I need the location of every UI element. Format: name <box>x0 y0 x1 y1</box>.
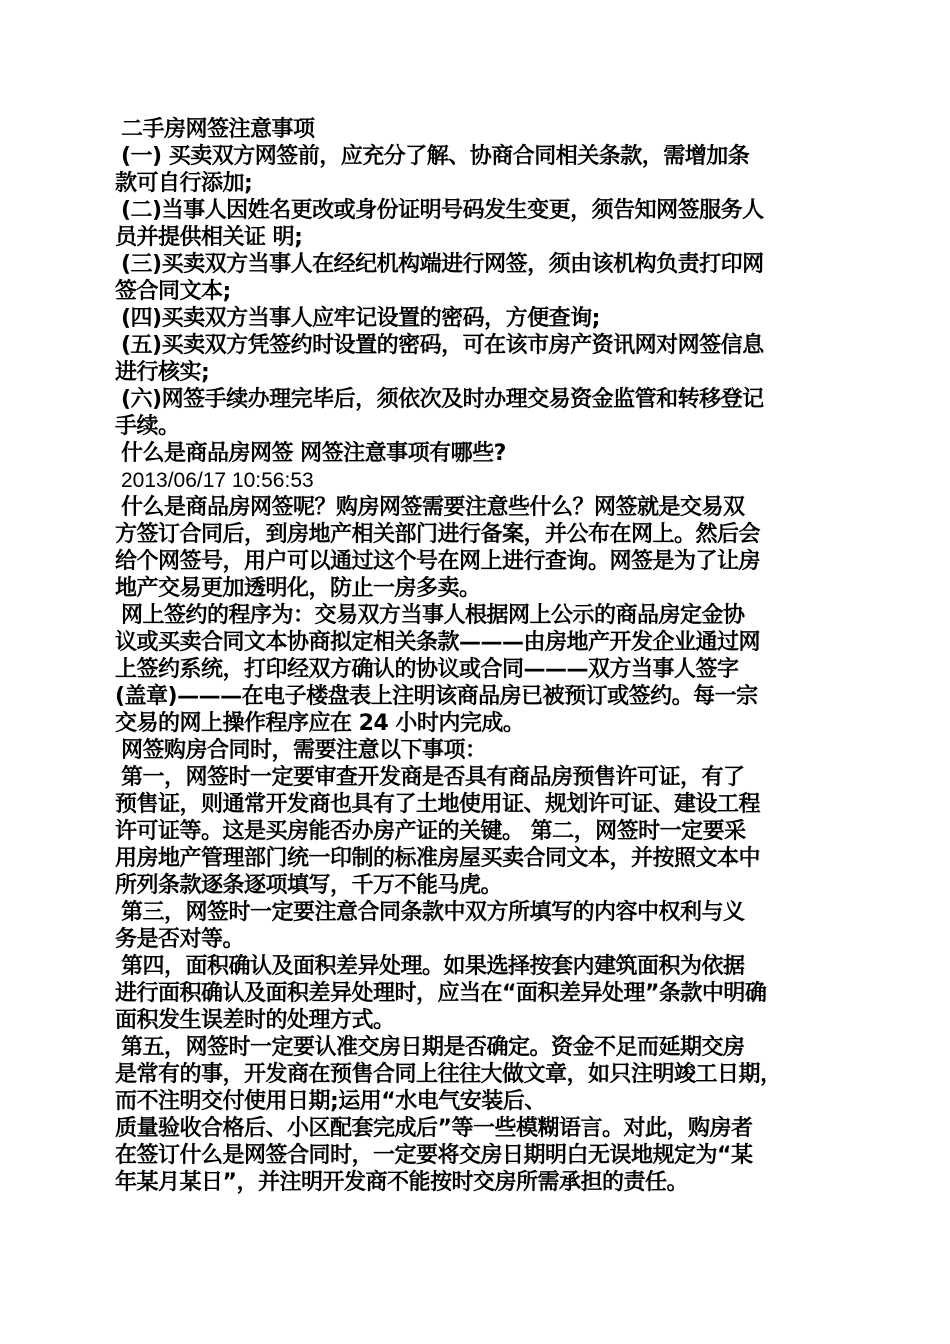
text-line: 第一，网签时一定要审查开发商是否具有商品房预售许可证，有了 <box>121 765 745 790</box>
text-line: 上签约系统，打印经双方确认的协议或合同———双方当事人签字 <box>115 657 739 682</box>
text-line: 在签订什么是网签合同时，一定要将交房日期明白无误地规定为“某 <box>115 1143 753 1168</box>
text-line: 所列条款逐条逐项填写，千万不能马虎。 <box>115 873 503 898</box>
text-line: 方签订合同后，到房地产相关部门进行备案，并公布在网上。然后会 <box>115 522 761 547</box>
text-line: 网上签约的程序为：交易双方当事人根据网上公示的商品房定金协 <box>121 603 745 628</box>
text-line: 务是否对等。 <box>115 927 245 952</box>
text-line: 质量验收合格后、小区配套完成后”等一些模糊语言。对此，购房者 <box>115 1116 753 1141</box>
text-line: 第四，面积确认及面积差异处理。如果选择按套内建筑面积为依据 <box>121 954 745 979</box>
text-line: (五)买卖双方凭签约时设置的密码，可在该市房产资讯网对网签信息 <box>121 333 764 358</box>
text-line: 许可证等。这是买房能否办房产证的关键。 第二，网签时一定要采 <box>115 819 746 844</box>
text-line: 年某月某日”，并注明开发商不能按时交房所需承担的责任。 <box>115 1170 688 1195</box>
section-heading: 什么是商品房网签 网签注意事项有哪些? <box>121 441 506 466</box>
text-line: 交易的网上操作程序应在 24 小时内完成。 <box>115 711 525 736</box>
text-line: 进行面积确认及面积差异处理时，应当在“面积差异处理”条款中明确 <box>115 981 767 1006</box>
text-line: 预售证，则通常开发商也具有了土地使用证、规划许可证、建设工程 <box>115 792 761 817</box>
text-line: 第五，网签时一定要认准交房日期是否确定。资金不足而延期交房 <box>121 1035 745 1060</box>
text-line: (三)买卖双方当事人在经纪机构端进行网签，须由该机构负责打印网 <box>121 252 764 277</box>
text-line: 议或买卖合同文本协商拟定相关条款———由房地产开发企业通过网 <box>115 630 761 655</box>
text-line: (六)网签手续办理完毕后，须依次及时办理交易资金监管和转移登记 <box>121 387 764 412</box>
timestamp: 2013/06/17 10:56:53 <box>121 469 314 492</box>
text-line: 用房地产管理部门统一印制的标准房屋买卖合同文本，并按照文本中 <box>115 846 761 871</box>
text-line: 手续。 <box>115 414 180 439</box>
text-line: 是常有的事，开发商在预售合同上往往大做文章，如只注明竣工日期， <box>115 1062 782 1087</box>
text-line: 签合同文本; <box>115 279 231 304</box>
document-title: 二手房网签注意事项 <box>121 117 315 142</box>
document-body <box>115 116 845 1196</box>
text-line: 第三，网签时一定要注意合同条款中双方所填写的内容中权利与义 <box>121 900 745 925</box>
text-line: 而不注明交付使用日期;运用“水电气安装后、 <box>115 1089 546 1114</box>
text-line: 面积发生误差时的处理方式。 <box>115 1008 395 1033</box>
text-line: (盖章)———在电子楼盘表上注明该商品房已被预订或签约。每一宗 <box>115 684 758 709</box>
text-line: (二)当事人因姓名更改或身份证明号码发生变更，须告知网签服务人 <box>121 198 764 223</box>
text-line: 员并提供相关证 明; <box>115 225 303 250</box>
text-line: 款可自行添加; <box>115 171 253 196</box>
text-line: 进行核实; <box>115 360 210 385</box>
text-line: (四)买卖双方当事人应牢记设置的密码，方便查询; <box>121 306 600 331</box>
text-line: 给个网签号，用户可以通过这个号在网上进行查询。网签是为了让房 <box>115 549 761 574</box>
text-line: 什么是商品房网签呢？购房网签需要注意些什么？网签就是交易双 <box>121 495 745 520</box>
text-line: 地产交易更加透明化，防止一房多卖。 <box>115 576 481 601</box>
text-line: (一) 买卖双方网签前，应充分了解、协商合同相关条款，需增加条 <box>121 144 750 169</box>
text-line: 网签购房合同时，需要注意以下事项： <box>121 738 487 763</box>
